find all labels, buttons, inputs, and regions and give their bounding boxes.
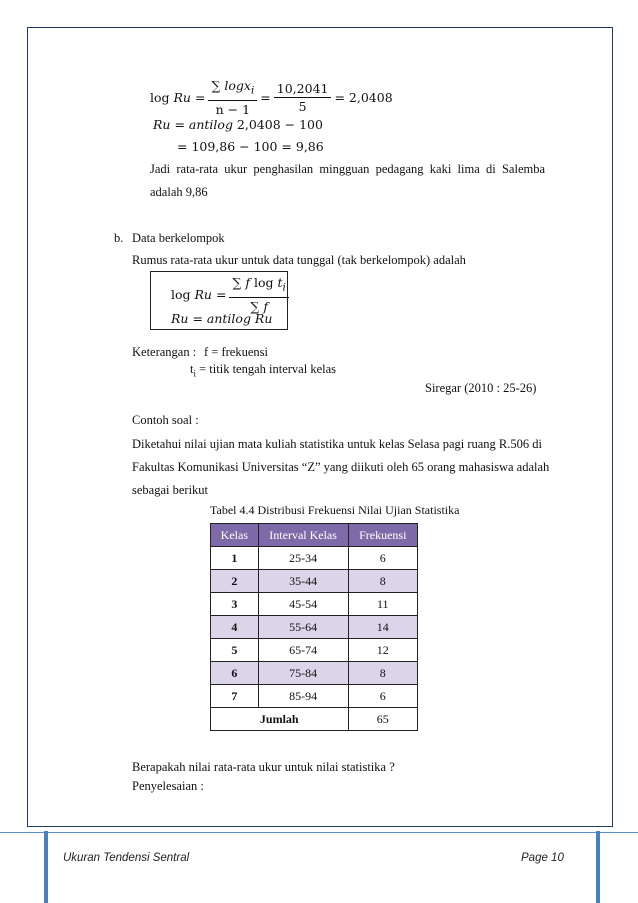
cell-frekuensi: 8 (348, 570, 417, 593)
t-var: t (277, 275, 283, 290)
header-kelas: Kelas (211, 524, 259, 547)
cell-frekuensi: 6 (348, 547, 417, 570)
table-row (211, 616, 418, 639)
cell-interval: 85-94 (258, 685, 348, 708)
equals-sign: = (215, 286, 227, 302)
denominator-n-minus-1: n − 1 (215, 101, 251, 117)
cell-interval: 45-54 (258, 593, 348, 616)
log-result: = 2,0408 (334, 89, 393, 105)
cell-kelas: 4 (211, 616, 259, 639)
cell-frekuensi: 14 (348, 616, 417, 639)
ru-var: Ru (250, 311, 273, 326)
citation: Siregar (2010 : 25-26) (425, 381, 537, 395)
grouped-antilog-line (171, 311, 272, 326)
cell-kelas: 7 (211, 685, 259, 708)
t-subscript: i (193, 368, 196, 379)
equals-sign: = (194, 89, 206, 105)
cell-interval: 55-64 (258, 616, 348, 639)
header-frekuensi: Frekuensi (348, 524, 417, 547)
table-row (211, 639, 418, 662)
antilog-line (153, 117, 323, 132)
footer-page-number: Page 10 (521, 852, 564, 864)
total-label: Jumlah (211, 708, 349, 731)
ru-var: Ru (171, 311, 189, 326)
penyelesaian-label: Penyelesaian : (132, 779, 204, 793)
ru-var: Ru (153, 117, 171, 132)
cell-interval: 25-34 (258, 547, 348, 570)
footer-rule (0, 832, 638, 833)
log-text: log (150, 89, 170, 105)
table-row (211, 570, 418, 593)
total-value: 65 (348, 708, 417, 731)
antilog-func: antilog (206, 311, 251, 326)
fraction-values (274, 81, 332, 114)
contoh-line-2: Fakultas Komunikasi Universitas “Z” yang diikuti oleh 65 orang mahasiswa adalah (132, 460, 550, 474)
cell-kelas: 5 (211, 639, 259, 662)
cell-frekuensi: 11 (348, 593, 417, 616)
question-text: Berapakah nilai rata-rata ukur untuk nilai statistika ? (132, 760, 395, 774)
cell-kelas: 6 (211, 662, 259, 685)
contoh-line-3: sebagai berikut (132, 483, 209, 497)
keterangan-label: Keterangan : (132, 345, 197, 359)
table-caption: Tabel 4.4 Distribusi Frekuensi Nilai Ujian Statistika (210, 503, 460, 517)
table-row (211, 685, 418, 708)
f-var: f (245, 275, 251, 290)
cell-interval: 75-84 (258, 662, 348, 685)
table-row (211, 662, 418, 685)
conclusion-line-2: adalah 9,86 (150, 185, 208, 199)
ru-var: Ru (194, 286, 212, 302)
section-b-label: b. (114, 231, 124, 245)
grouped-formula-box (150, 271, 288, 330)
subscript-i: i (250, 84, 255, 97)
table-row (211, 547, 418, 570)
t-symbol: t (190, 362, 194, 376)
cell-interval: 35-44 (258, 570, 348, 593)
cell-frekuensi: 6 (348, 685, 417, 708)
cell-kelas: 1 (211, 547, 259, 570)
table-total-row (211, 708, 418, 731)
header-interval: Interval Kelas (258, 524, 348, 547)
cell-kelas: 2 (211, 570, 259, 593)
f-var: f (263, 298, 268, 314)
antilog-func: antilog (188, 117, 233, 132)
contoh-line-1: Diketahui nilai ujian mata kuliah statistika untuk kelas Selasa pagi ruang R.506 di (132, 437, 542, 451)
cell-frekuensi: 8 (348, 662, 417, 685)
log-text: log (171, 286, 191, 302)
footer-right-bar (596, 831, 600, 903)
footer-left-bar (44, 831, 48, 903)
grouped-log-formula (171, 275, 292, 314)
fraction-sum-logx (208, 78, 257, 117)
sum-sign: ∑ (211, 78, 221, 93)
footer-title: Ukuran Tendensi Sentral (63, 852, 190, 864)
table-row (211, 593, 418, 616)
geometric-mean-log-formula (150, 78, 393, 117)
frequency-table (210, 523, 418, 731)
sum-sign: ∑ (250, 298, 260, 314)
denominator-value: 5 (298, 98, 307, 114)
log-text: log (254, 275, 274, 290)
antilog-expression: 2,0408 − 100 (232, 117, 323, 132)
sum-sign: ∑ (232, 275, 242, 290)
cell-kelas: 3 (211, 593, 259, 616)
t-definition: = titik tengah interval kelas (196, 362, 336, 376)
conclusion-line-1: Jadi rata-rata ukur penghasilan mingguan pedagang kaki lima di Salemba (150, 162, 546, 176)
subscript-i: i (282, 281, 286, 294)
cell-interval: 65-74 (258, 639, 348, 662)
equals-sign: = (188, 311, 207, 326)
equals-sign: = (260, 89, 271, 105)
section-b-intro: Rumus rata-rata ukur untuk data tunggal (tak berkelompok) adalah (132, 253, 466, 267)
equals-sign: = (170, 117, 189, 132)
fraction-sum-f-log-t (229, 275, 288, 314)
logx-var: logx (224, 78, 251, 93)
cell-frekuensi: 12 (348, 639, 417, 662)
numerator-value: 10,2041 (274, 81, 332, 98)
contoh-label: Contoh soal : (132, 413, 199, 427)
keterangan-f: f = frekuensi (204, 345, 268, 359)
keterangan-t (190, 361, 336, 382)
result-line: = 109,86 − 100 = 9,86 (177, 139, 324, 154)
section-b-title: Data berkelompok (132, 231, 225, 245)
ru-var: Ru (173, 89, 191, 105)
table-header-row (211, 524, 418, 547)
